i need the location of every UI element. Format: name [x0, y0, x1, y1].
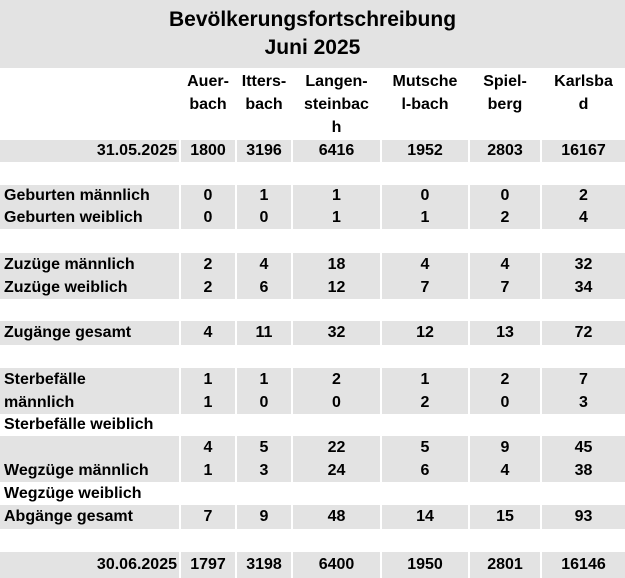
wegzuege-weiblich-value: 24	[327, 462, 346, 479]
wegzuege-weiblich-value: 1	[203, 462, 213, 479]
wegzuege-maennlich-value: 22	[327, 439, 346, 456]
zuzuege-maennlich-value: 2	[203, 256, 213, 273]
end-value: 6400	[318, 556, 355, 573]
zuzuege-maennlich-value: 4	[500, 256, 510, 273]
start-value: 16167	[561, 142, 606, 159]
zuzuege-maennlich-value: 32	[574, 256, 593, 273]
geburten-maennlich-value: 0	[420, 187, 430, 204]
sterbefaelle-weiblich-value: 0	[332, 394, 341, 411]
zuzuege-weiblich-value: 2	[203, 279, 213, 296]
column-header-ittersbach: Itters- bach	[241, 73, 287, 113]
wegzuege-weiblich-value: 38	[574, 462, 593, 479]
wegzuege-maennlich-value: 5	[420, 439, 430, 456]
end-value: 2801	[487, 556, 523, 573]
zugaenge-gesamt-value: 4	[203, 324, 213, 341]
zugaenge-gesamt-value: 12	[416, 324, 434, 341]
geburten-weiblich-value: 2	[500, 209, 510, 226]
end-value: 16146	[561, 556, 606, 573]
wegzuege-maennlich-value: 5	[259, 439, 269, 456]
geburten-weiblich-value: 1	[332, 209, 341, 226]
column-header-langensteinbach: Langen- steinbac h	[304, 73, 369, 136]
row-label-sterbefaelle-maennlich-2: männlich	[4, 394, 75, 411]
geburten-maennlich-value: 0	[203, 187, 213, 204]
start-value: 6416	[318, 142, 355, 159]
wegzuege-weiblich-value: 3	[259, 462, 269, 479]
sterbefaelle-weiblich-value: 2	[420, 394, 430, 411]
geburten-weiblich-value: 4	[579, 209, 588, 226]
geburten-maennlich-value: 1	[259, 187, 269, 204]
row-label-wegzuege-weiblich: Wegzüge weiblich	[4, 485, 142, 502]
row-label-zugaenge-gesamt: Zugänge gesamt	[4, 324, 132, 341]
column-header-karlsbad: Karlsba d	[554, 73, 613, 113]
sterbefaelle-maennlich-value: 1	[259, 371, 269, 388]
geburten-weiblich-value: 0	[203, 209, 213, 226]
row-label-sterbefaelle-weiblich: Sterbefälle weiblich	[4, 416, 154, 433]
zugaenge-gesamt-value: 13	[496, 324, 514, 341]
sterbefaelle-weiblich-value: 0	[500, 394, 510, 411]
wegzuege-maennlich-value: 9	[500, 439, 510, 456]
end-value: 3198	[246, 556, 282, 573]
row-label-zuzuege-maennlich: Zuzüge männlich	[4, 256, 135, 273]
column-header-mutschelbach: Mutsche l-bach	[392, 73, 458, 113]
title-line-1: Bevölkerungsfortschreibung	[168, 8, 457, 31]
abgaenge-gesamt-value: 48	[327, 508, 346, 525]
zuzuege-weiblich-value: 7	[420, 279, 430, 296]
zuzuege-weiblich-value: 12	[327, 279, 346, 296]
wegzuege-weiblich-value: 6	[420, 462, 430, 479]
zuzuege-weiblich-value: 7	[500, 279, 510, 296]
start-value: 1952	[407, 142, 443, 159]
geburten-maennlich-value: 2	[579, 187, 588, 204]
column-header-auerbach: Auer- bach	[187, 73, 229, 113]
abgaenge-gesamt-value: 7	[203, 508, 213, 525]
sterbefaelle-maennlich-value: 7	[579, 371, 588, 388]
sterbefaelle-maennlich-value: 2	[332, 371, 341, 388]
sterbefaelle-weiblich-value: 0	[259, 394, 269, 411]
end-value: 1797	[190, 556, 226, 573]
start-value: 3196	[246, 142, 282, 159]
start-value: 2803	[487, 142, 523, 159]
sterbefaelle-maennlich-value: 1	[420, 371, 430, 388]
row-label-geburten-weiblich: Geburten weiblich	[4, 209, 143, 226]
zugaenge-gesamt-value: 32	[327, 324, 346, 341]
start-date-label: 31.05.2025	[96, 142, 177, 159]
title-line-2: Juni 2025	[264, 36, 361, 59]
geburten-maennlich-value: 0	[500, 187, 510, 204]
abgaenge-gesamt-value: 14	[416, 508, 434, 525]
zuzuege-weiblich-value: 34	[574, 279, 593, 296]
column-header-spielberg: Spiel- berg	[483, 73, 527, 113]
sterbefaelle-maennlich-value: 2	[500, 371, 510, 388]
geburten-weiblich-value: 1	[420, 209, 430, 226]
sterbefaelle-maennlich-value: 1	[203, 371, 213, 388]
row-label-geburten-maennlich: Geburten männlich	[4, 187, 150, 204]
row-label-abgaenge-gesamt: Abgänge gesamt	[4, 508, 133, 525]
geburten-weiblich-value: 0	[259, 209, 269, 226]
table-title	[0, 0, 625, 68]
zugaenge-gesamt-value: 72	[574, 324, 593, 341]
start-value: 1800	[190, 142, 226, 159]
wegzuege-maennlich-value: 45	[574, 439, 593, 456]
zuzuege-maennlich-value: 4	[420, 256, 430, 273]
sterbefaelle-weiblich-value: 3	[579, 394, 588, 411]
wegzuege-maennlich-value: 4	[203, 439, 213, 456]
zuzuege-maennlich-value: 18	[327, 256, 346, 273]
sterbefaelle-weiblich-value: 1	[203, 394, 213, 411]
geburten-maennlich-value: 1	[332, 187, 341, 204]
row-label-wegzuege-maennlich: Wegzüge männlich	[4, 462, 149, 479]
row-label-sterbefaelle-maennlich-1: Sterbefälle	[4, 371, 86, 388]
end-date-label: 30.06.2025	[96, 556, 177, 573]
end-value: 1950	[407, 556, 443, 573]
row-label-zuzuege-weiblich: Zuzüge weiblich	[4, 279, 128, 296]
zuzuege-weiblich-value: 6	[259, 279, 269, 296]
wegzuege-weiblich-value: 4	[500, 462, 510, 479]
abgaenge-gesamt-value: 93	[574, 508, 593, 525]
zuzuege-maennlich-value: 4	[259, 256, 269, 273]
abgaenge-gesamt-value: 15	[496, 508, 514, 525]
abgaenge-gesamt-value: 9	[259, 508, 269, 525]
zugaenge-gesamt-value: 11	[255, 324, 273, 341]
